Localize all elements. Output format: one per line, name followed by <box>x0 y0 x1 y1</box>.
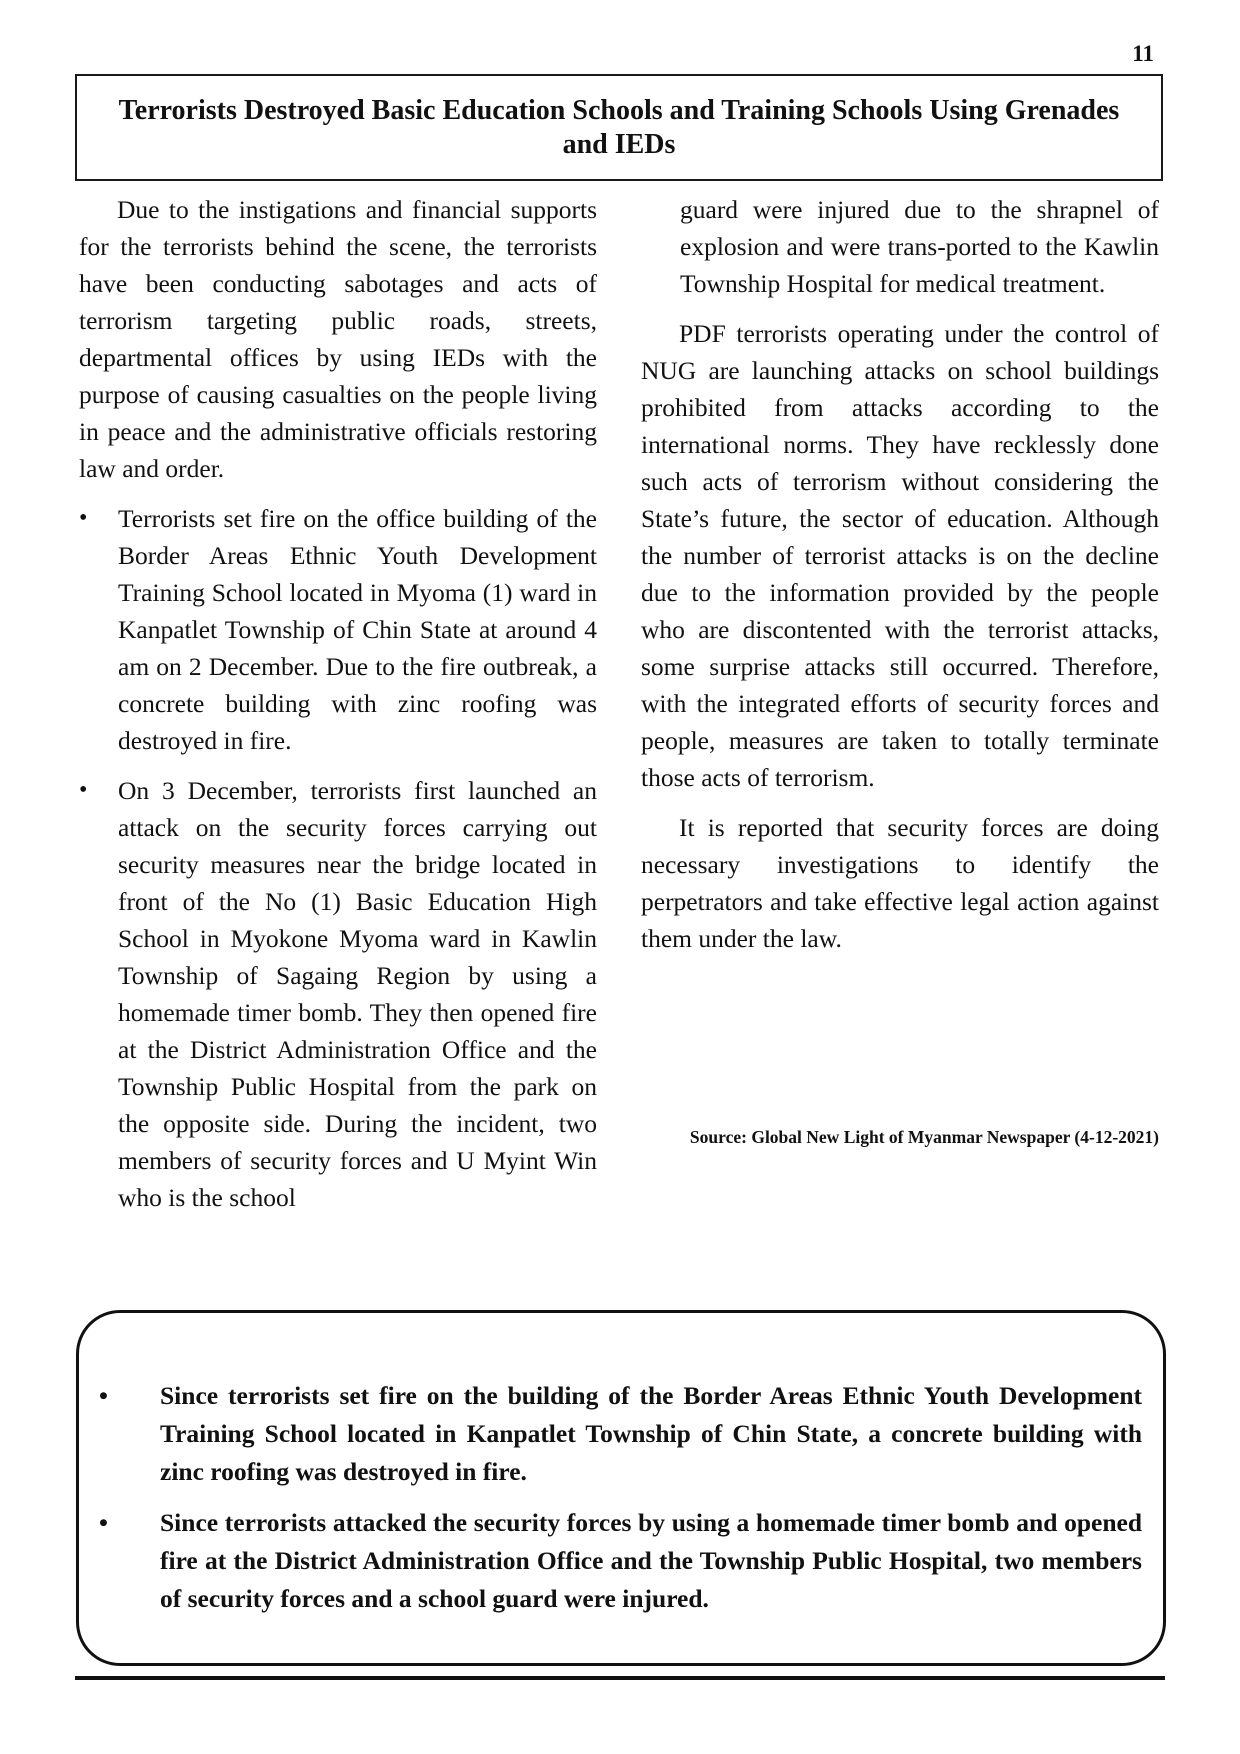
incident-text: On 3 December, terrorists first launched an attack on the security forces carrying out security measures near the bridge located in front of the No (1) Basic Education High School in Myokone Myoma ward in Kawlin Township of Sagaing Region by using a homemade timer bomb. They then opened fire at the District Administration Office and the Township Public Hospital from the park on the opposite side. During the incident, two members of security forces and U Myint Win who is the school <box>118 776 597 1212</box>
bullet-icon: • <box>99 1381 108 1410</box>
intro-paragraph: Due to the instigations and financial supports for the terrorists behind the scene, the terrorists have been conducting sabotages and acts of terrorism targeting public roads, streets, departmental offices by using IEDs with the purpose of causing casualties on the people living in peace and the administrative officials restoring law and order. <box>79 195 597 483</box>
right-column <box>641 191 1159 970</box>
bottom-rule <box>75 1676 1165 1680</box>
article-title: Terrorists Destroyed Basic Education Schools and Training Schools Using Grenades and IEDs <box>118 94 1120 160</box>
body-paragraph: It is reported that security forces are doing necessary investigations to identify the perpetrators and take effective legal action against them under the law. <box>641 813 1159 953</box>
bullet-icon: • <box>79 777 88 803</box>
body-paragraph: PDF terrorists operating under the control of NUG are launching attacks on school buildings prohibited from attacks according to the international norms. They have recklessly done such acts of terrorism without considering the State’s future, the sector of education. Although the number of terrorist attacks is on the decline due to the information provided by the people who are discontented with the terrorist attacks, some surprise attacks still occurred. Therefore, with the integrated efforts of security forces and people, measures are taken to totally terminate those acts of terrorism. <box>641 319 1159 792</box>
summary-list <box>99 1377 1142 1631</box>
left-column <box>79 191 597 1229</box>
list-item <box>99 1377 1142 1491</box>
list-item <box>79 500 597 759</box>
title-box <box>75 74 1163 181</box>
incident-list <box>79 500 597 1216</box>
summary-text: Since terrorists set fire on the building of the Border Areas Ethnic Youth Development Training School located in Kanpatlet Township of Chin State, a concrete building with zinc roofing was destroyed in fire. <box>160 1381 1142 1486</box>
incident-text: Terrorists set fire on the office building of the Border Areas Ethnic Youth Development Training School located in Myoma (1) ward in Kanpatlet Township of Chin State at around 4 am on 2 December. Due to the fire outbreak, a concrete building with zinc roofing was destroyed in fire. <box>118 504 597 755</box>
list-item <box>99 1504 1142 1618</box>
summary-text: Since terrorists attacked the security forces by using a homemade timer bomb and opened fire at the District Administration Office and the Township Public Hospital, two members of security forces and a school guard were injured. <box>160 1508 1142 1613</box>
bullet-icon: • <box>79 505 88 531</box>
summary-box <box>76 1310 1166 1666</box>
continuation-paragraph: guard were injured due to the shrapnel of explosion and were trans-ported to the Kawlin Township Hospital for medical treatment. <box>680 195 1159 298</box>
source-citation: Source: Global New Light of Myanmar Newspaper (4-12-2021) <box>689 1127 1159 1147</box>
list-item <box>79 772 597 1216</box>
page-number: 11 <box>1132 41 1154 66</box>
bullet-icon: • <box>99 1508 108 1537</box>
